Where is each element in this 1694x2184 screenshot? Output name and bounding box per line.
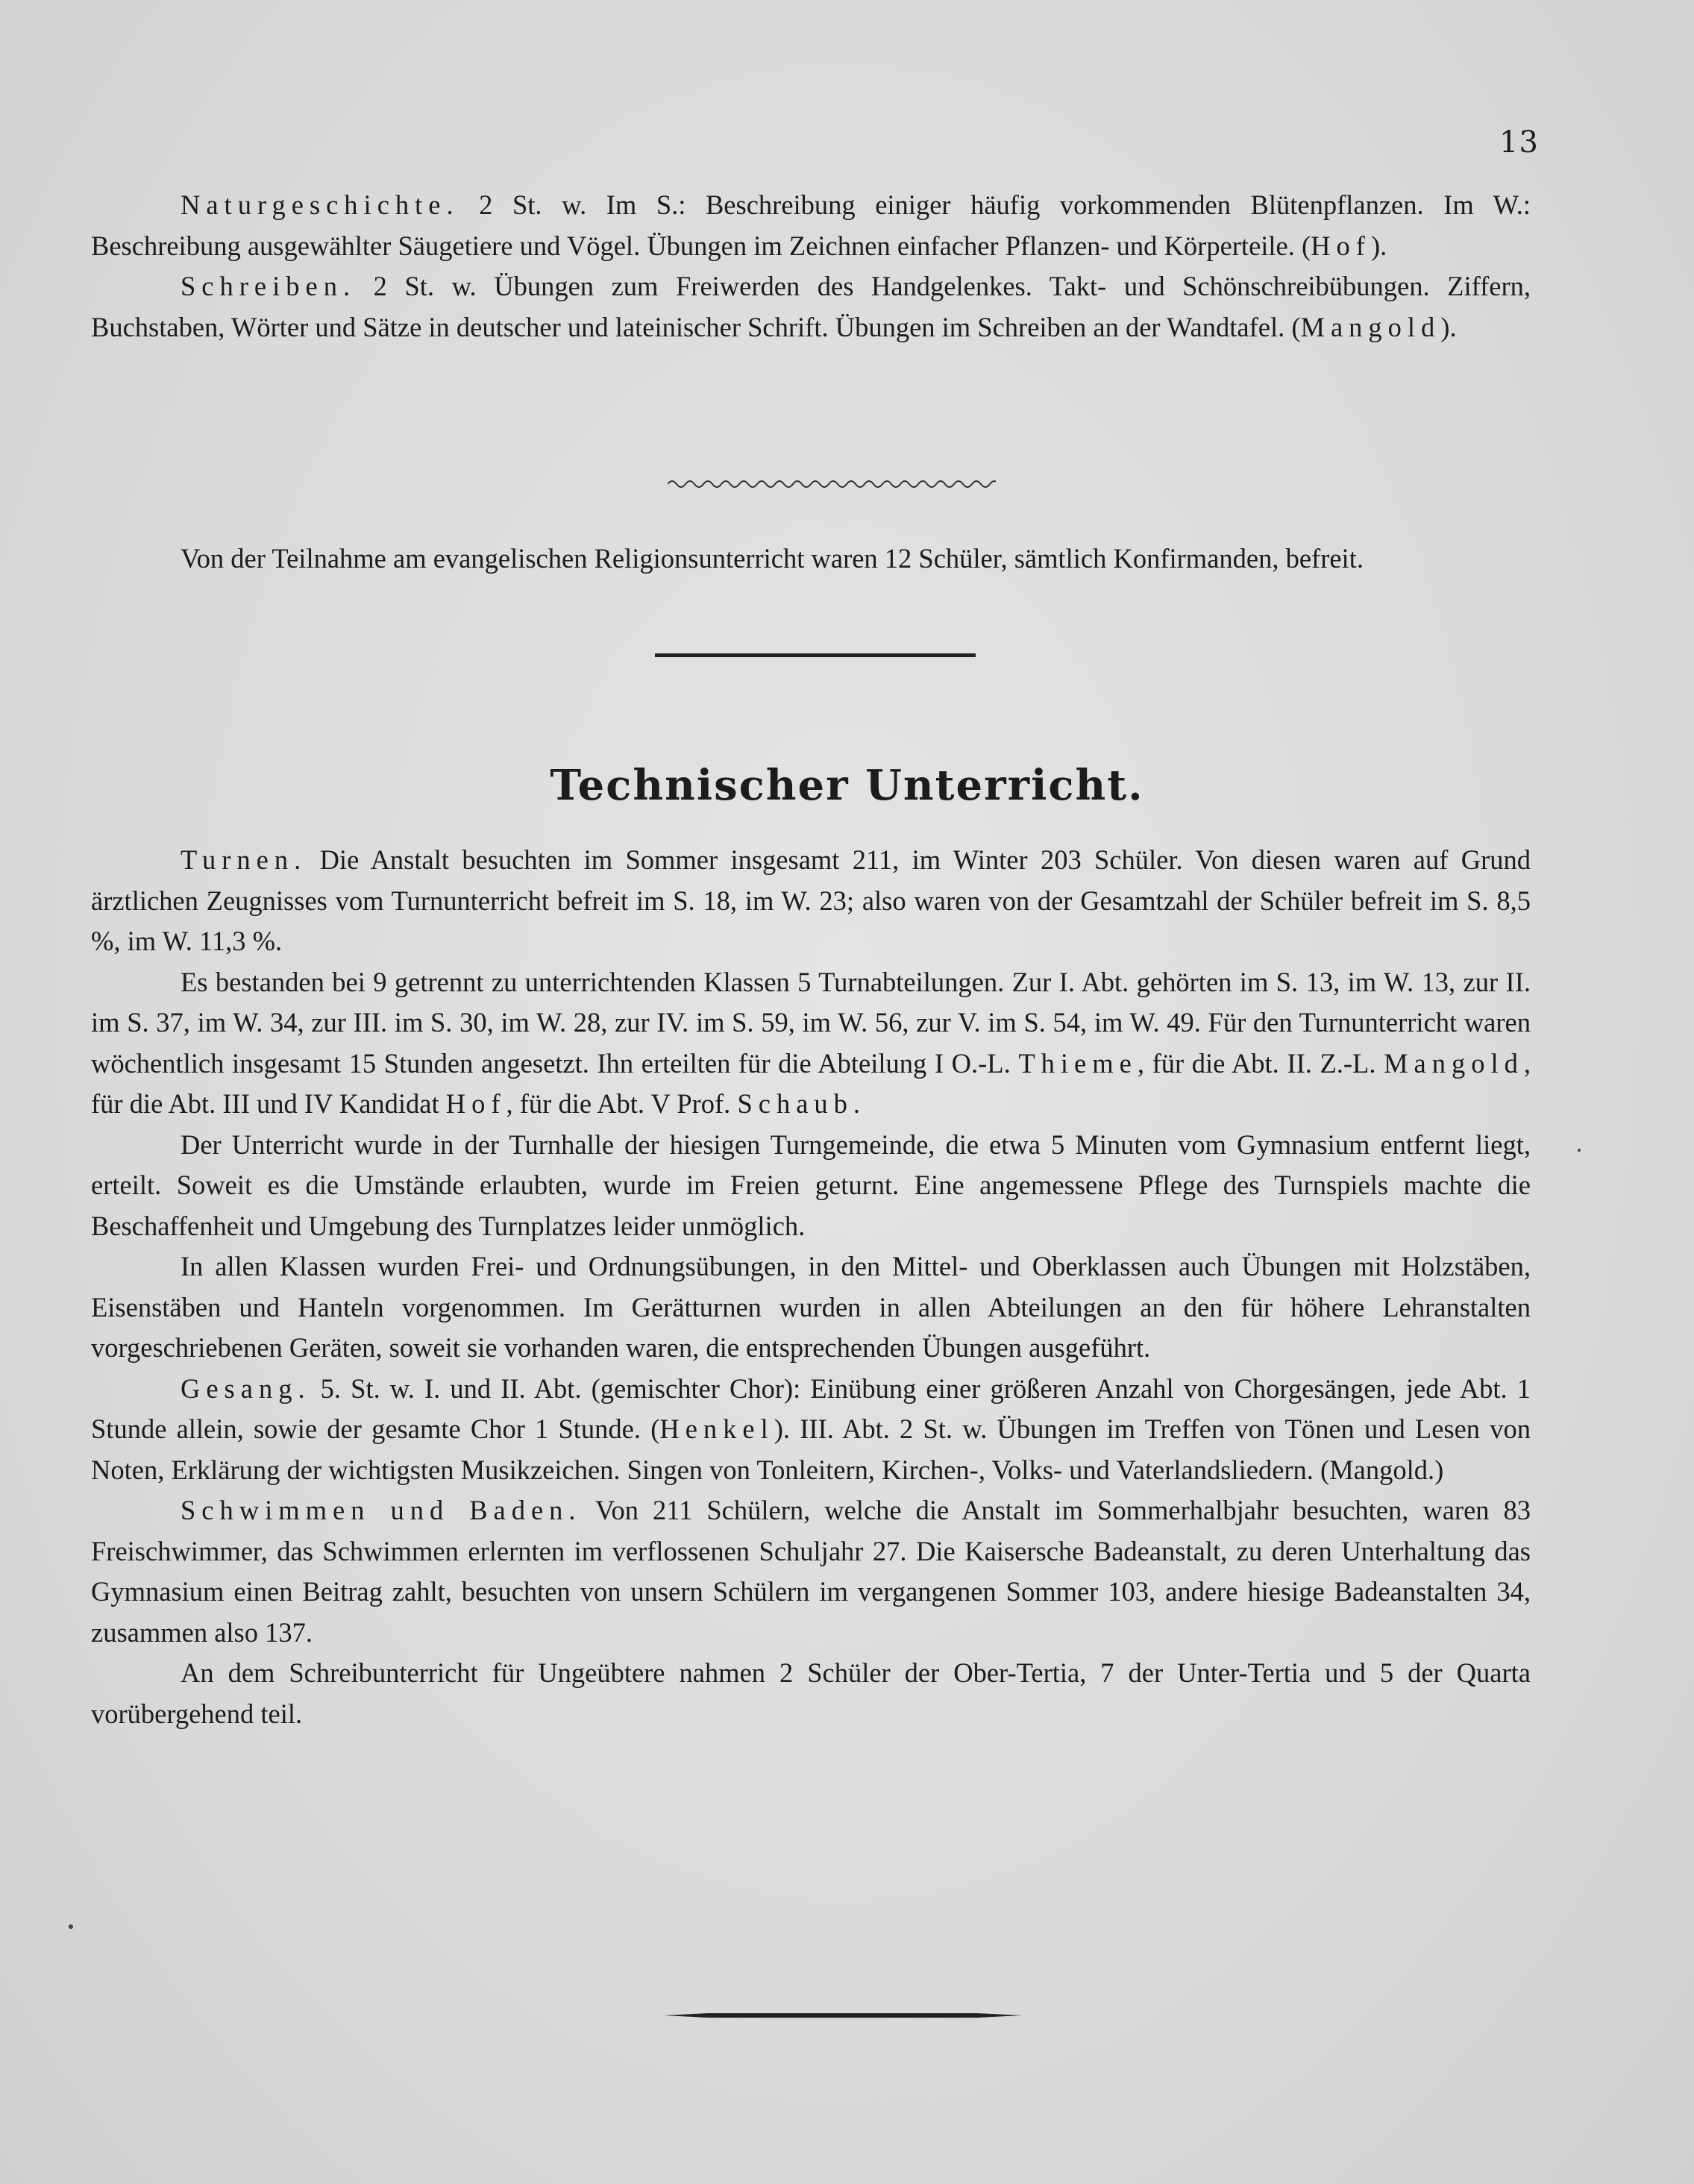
schreiben-text: 2 St. w. Übungen zum Freiwerden des Handgelenkes. Takt- und Schönschreibübungen. Ziffern, Buchstaben, Wörter und Sätze in deutscher und lateinischer Schrift. Übungen im Schreiben an der Wandtafel. ( bbox=[91, 271, 1531, 342]
gesang-text: 5. St. w. I. und II. Abt. (gemischter Chor): Einübung einer größeren Anzahl von Chorgesängen, jede Abt. 1 Stunde allein, sowie der gesamte Chor 1 Stunde. ( bbox=[91, 1372, 1531, 1444]
teacher-hof: Hof bbox=[445, 1088, 506, 1119]
naturgeschichte-title: Naturgeschichte. bbox=[181, 189, 459, 220]
section-divider bbox=[655, 653, 976, 657]
turnen-title: Turnen. bbox=[181, 844, 307, 875]
turnen-paragraph-1 bbox=[91, 840, 1531, 962]
scan-speck bbox=[69, 1924, 73, 1929]
religion-note-section bbox=[91, 539, 1531, 580]
schreiben-title: Schreiben. bbox=[181, 271, 357, 301]
turnen-text-2a: Es bestanden bei 9 getrennt zu unterrichtenden Klassen 5 Turnabteilungen. Zur I. Abt. gehörten im S. 13, im W. 13, zur II. im S. 37, im W. 34, zur III. im S. 30, im W. 28, zur IV. im S. 59, im W. 56, zur V. im S. 54, im W. 49. Für den Turnunterricht waren wöchentlich insgesamt 15 Stunden angesetzt. Ihn erteilten für die Abteilung I O.-L. bbox=[91, 966, 1531, 1079]
turnen-text-1: Die Anstalt besuchten im Sommer insgesamt 211, im Winter 203 Schüler. Von diesen waren auf Grund ärztlichen Zeugnisses vom Turnunterricht befreit im S. 18, im W. 23; also waren von der Gesamtzahl der Schüler befreit im S. 8,5 %, im W. 11,3 %. bbox=[91, 844, 1531, 956]
turnen-text-2d: , für die Abt. V Prof. bbox=[506, 1088, 738, 1119]
scan-speck bbox=[1578, 1149, 1581, 1152]
gesang-teacher-2: Mangold bbox=[1329, 1454, 1428, 1485]
gesang-text-mid: ). III. Abt. 2 St. w. Übungen im Treffen von Tönen und Lesen von Noten, Erklärung der wichtigsten Musikzeichen. Singen von Tonleitern, Kirchen-, Volks- und Vaterlandsliedern. ( bbox=[91, 1413, 1531, 1485]
turnen-paragraph-4: In allen Klassen wurden Frei- und Ordnungsübungen, in den Mittel- und Oberklassen auch Übungen mit Holzstäben, Eisenstäben und Hanteln vorgenommen. Im Gerätturnen wurden in allen Abteilungen an den für höhere Lehranstalten vorgeschriebenen Geräten, soweit sie vorhanden waren, die entsprechenden Übungen ausgeführt. bbox=[91, 1251, 1531, 1363]
naturgeschichte-text: 2 St. w. Im S.: Beschreibung einiger häufig vorkommenden Blütenpflanzen. Im W.: Beschreibung ausgewählter Säugetiere und Vögel. Übungen im Zeichnen einfacher Pflanzen- und Körperteile. ( bbox=[91, 189, 1531, 261]
subjects-section bbox=[91, 185, 1531, 348]
wavy-divider bbox=[668, 476, 996, 492]
schreibunterricht-paragraph: An dem Schreibunterricht für Ungeübtere nahmen 2 Schüler der Ober-Tertia, 7 der Unter-Tertia und 5 der Quarta vorübergehend teil. bbox=[91, 1657, 1531, 1729]
gesang-paragraph bbox=[91, 1369, 1531, 1491]
religion-note: Von der Teilnahme am evangelischen Religionsunterricht waren 12 Schüler, sämtlich Konfirmanden, befreit. bbox=[181, 543, 1364, 574]
schreiben-paragraph bbox=[91, 266, 1531, 348]
turnen-text-2b: , für die Abt. II. Z.-L. bbox=[1137, 1047, 1384, 1079]
section-heading: Technischer Unterricht. bbox=[550, 761, 1144, 810]
naturgeschichte-teacher: Hof bbox=[1311, 230, 1371, 261]
schwimmen-text: Von 211 Schülern, welche die Anstalt im Sommerhalbjahr besuchten, waren 83 Freischwimmer, das Schwimmen erlernten im verflossenen Schuljahr 27. Die Kaisersche Badeanstalt, zu deren Unterhaltung das Gymnasium einen Beitrag zahlt, besuchten von unsern Schülern im vergangenen Sommer 103, andere hiesige Badeanstalten 34, zusammen also 137. bbox=[91, 1495, 1531, 1648]
technical-section bbox=[91, 840, 1531, 1734]
naturgeschichte-end: ). bbox=[1370, 230, 1387, 261]
teacher-mangold: Mangold bbox=[1384, 1047, 1524, 1079]
schwimmen-paragraph bbox=[91, 1490, 1531, 1653]
turnen-text-2c: , für die Abt. III und IV Kandidat bbox=[91, 1047, 1531, 1119]
schreiben-end: ). bbox=[1440, 311, 1457, 342]
teacher-henkel: Henkel bbox=[659, 1413, 774, 1444]
page-number: 13 bbox=[1499, 125, 1539, 160]
gesang-end: .) bbox=[1428, 1454, 1444, 1485]
schreiben-teacher: Mangold bbox=[1300, 311, 1441, 342]
teacher-schaub: Schaub bbox=[737, 1088, 853, 1119]
turnen-text-2e: . bbox=[853, 1088, 861, 1119]
turnen-paragraph-2 bbox=[91, 962, 1531, 1125]
teacher-thieme: Thieme bbox=[1018, 1047, 1138, 1079]
naturgeschichte-paragraph bbox=[91, 185, 1531, 266]
schwimmen-title: Schwimmen und Baden. bbox=[181, 1495, 582, 1525]
turnen-paragraph-3: Der Unterricht wurde in der Turnhalle der hiesigen Turngemeinde, die etwa 5 Minuten vom Gymnasium entfernt liegt, erteilt. Soweit es die Umstände erlaubten, wurde im Freien geturnt. Eine angemessene Pflege des Turnspiels machte die Beschaffenheit und Umgebung des Turnplatzes leider unmöglich. bbox=[91, 1129, 1531, 1241]
gesang-title: Gesang. bbox=[181, 1372, 311, 1404]
end-ornament-rule bbox=[664, 2010, 1022, 2021]
